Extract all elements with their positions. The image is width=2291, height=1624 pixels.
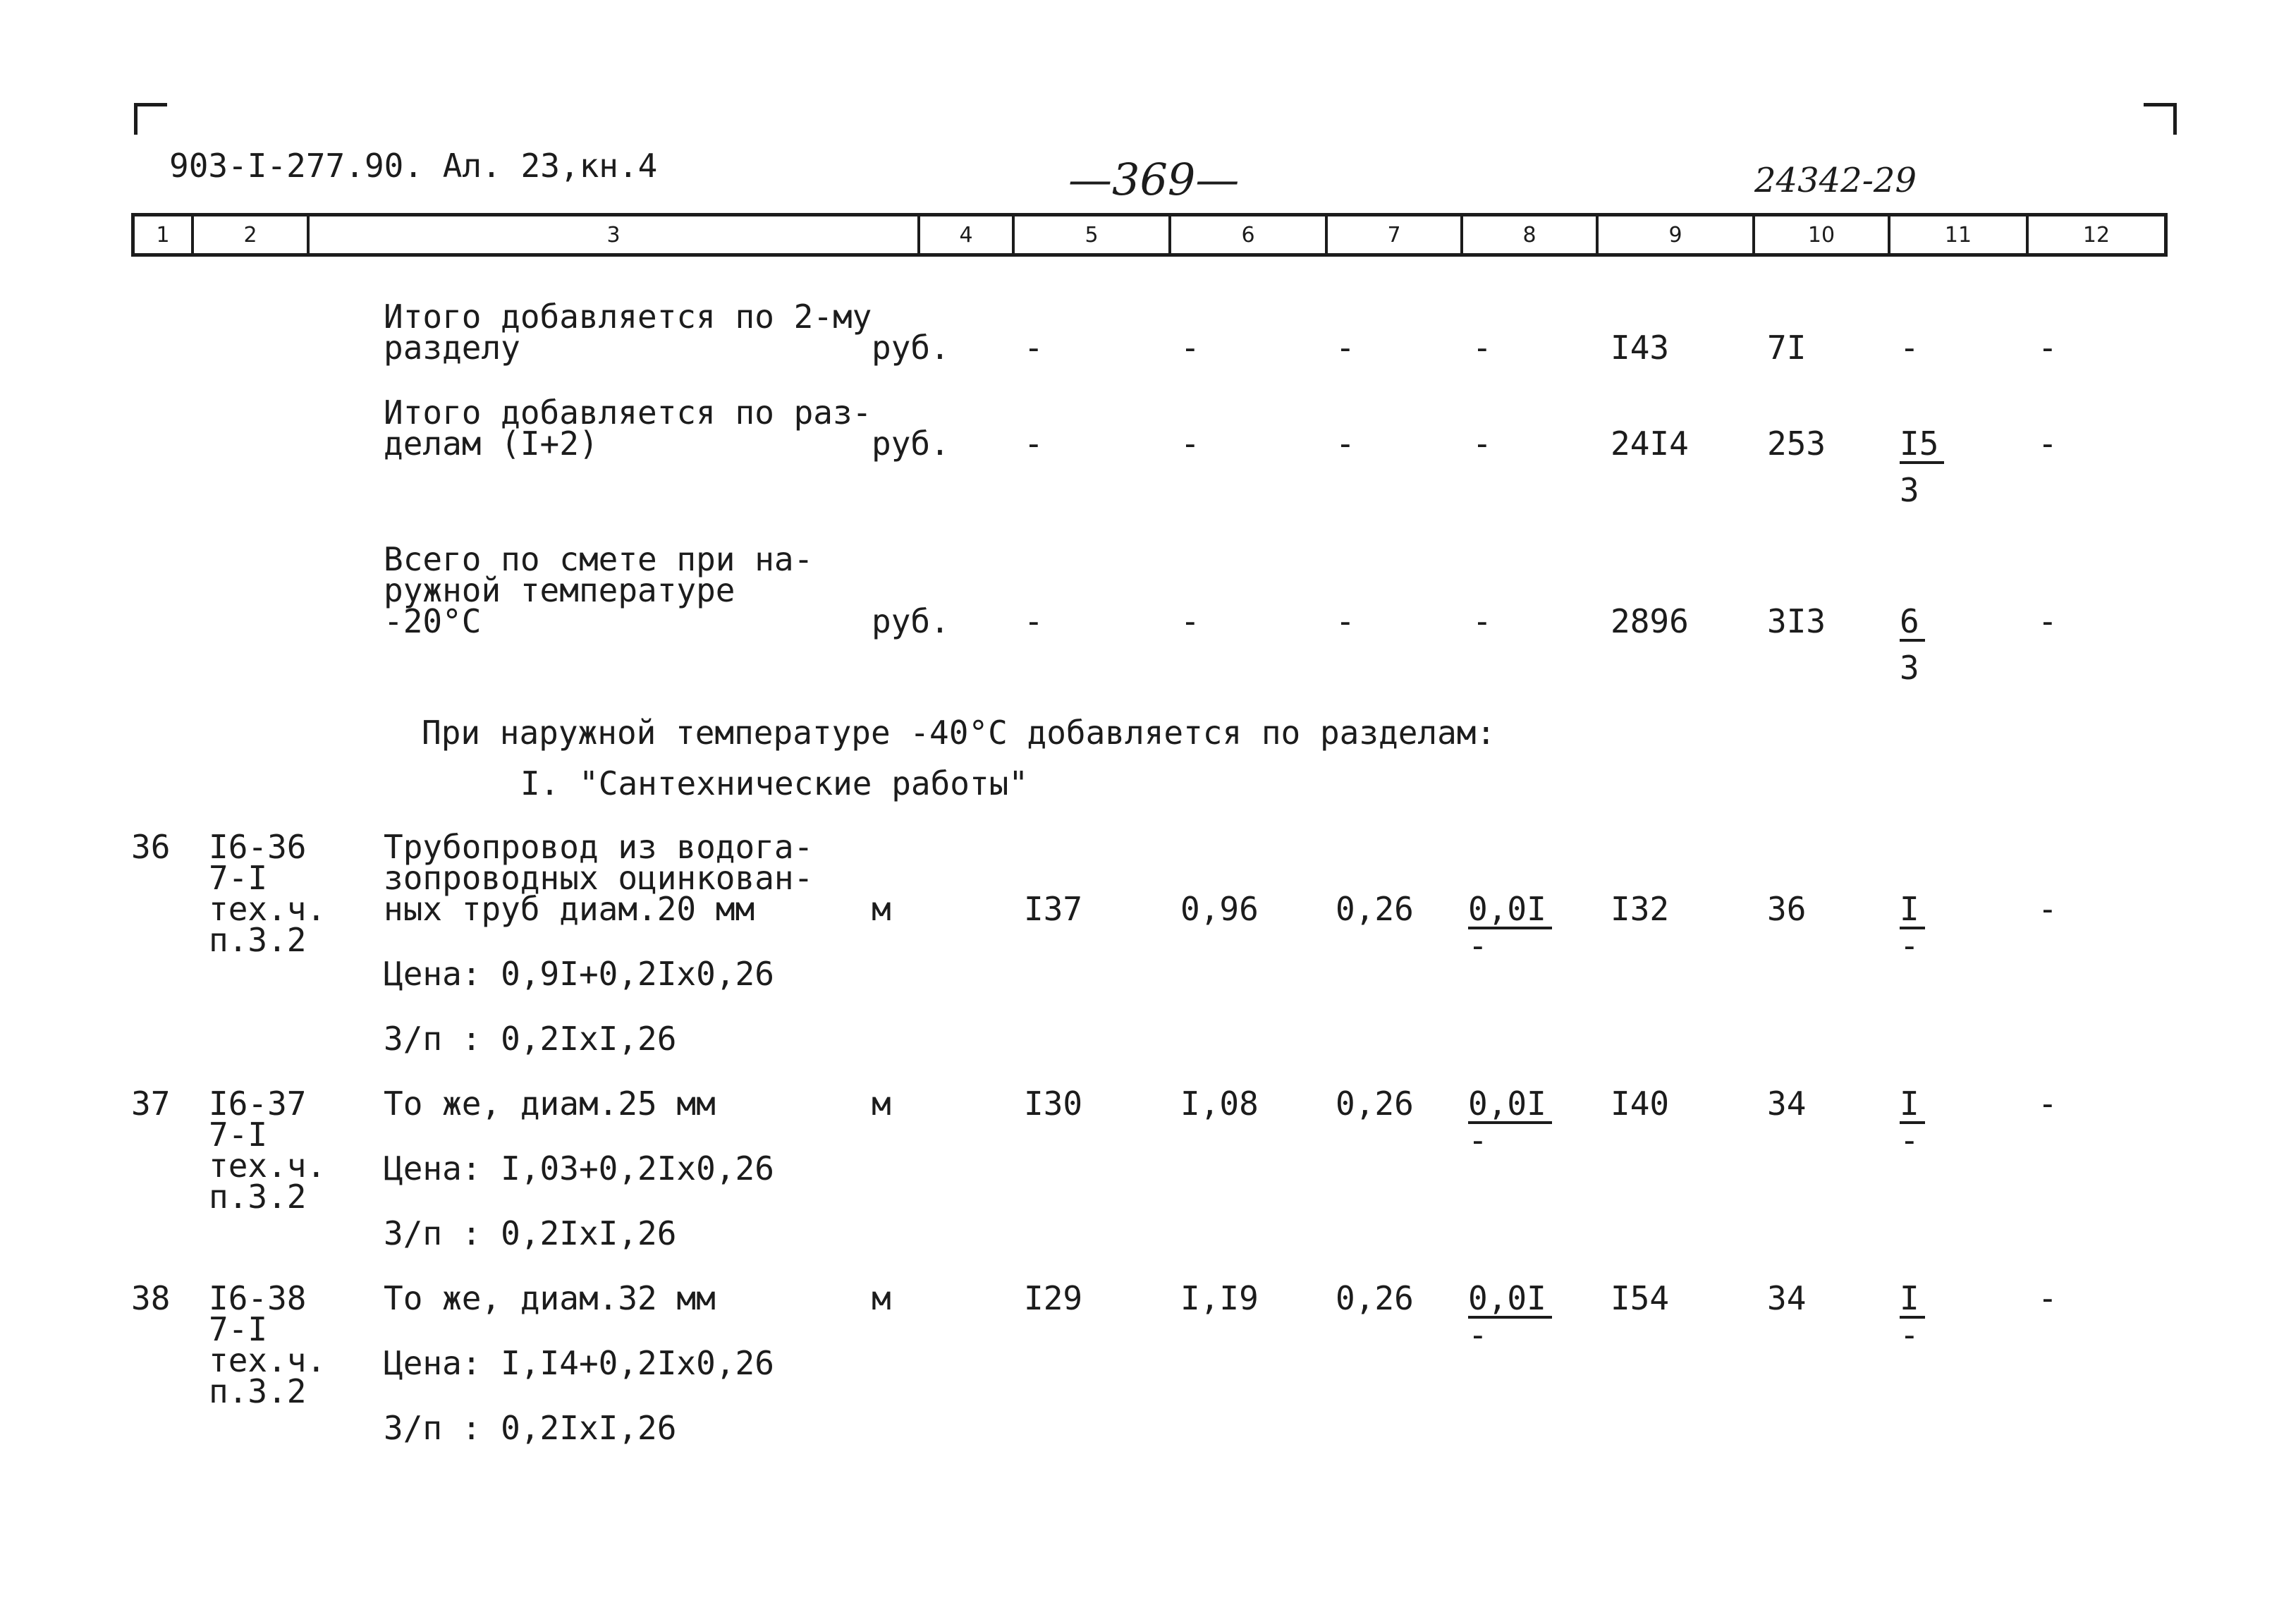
price-formula: Цена: I,I4+0,2Ix0,26	[384, 1344, 774, 1382]
fraction-denominator: -	[1468, 927, 1488, 965]
summary-label-line: -20°C	[384, 602, 482, 640]
wage-formula: З/п : 0,2IxI,26	[384, 1409, 677, 1447]
column-number: 9	[1599, 216, 1755, 253]
item-number: 38	[131, 1279, 171, 1317]
value-c12: -	[2038, 1279, 2058, 1317]
summary-label-line: Итого добавляется по 2-му	[384, 298, 872, 336]
value-c7: 0,26	[1336, 1279, 1414, 1317]
item-reference-line: тех.ч.	[209, 890, 326, 928]
column-number: 3	[310, 216, 920, 253]
unit: м	[872, 890, 891, 928]
value-c8: -	[1472, 329, 1492, 367]
item-number: 37	[131, 1085, 171, 1123]
crop-mark-top-right	[2144, 103, 2177, 135]
value-c12: -	[2038, 602, 2058, 640]
value-c7: -	[1336, 329, 1355, 367]
item-reference-line: 7-I	[209, 1116, 268, 1154]
column-number: 7	[1328, 216, 1463, 253]
value-c8-fraction	[1468, 1279, 1552, 1354]
value-c9: I54	[1611, 1279, 1670, 1317]
summary-label-line: Итого добавляется по раз-	[384, 393, 872, 432]
value-c8: -	[1472, 425, 1492, 463]
value-c11-fraction	[1900, 1085, 1925, 1159]
unit: м	[872, 1085, 891, 1123]
document-reference: 903-I-277.90. Ал. 23,кн.4	[169, 147, 658, 185]
value-c6: I,08	[1180, 1085, 1259, 1123]
value-c9: I43	[1611, 329, 1670, 367]
section-title: I. "Сантехнические работы"	[520, 764, 1029, 802]
item-reference-line: тех.ч.	[209, 1341, 326, 1379]
fraction-denominator: 3	[1900, 649, 1919, 687]
price-formula: Цена: I,03+0,2Ix0,26	[384, 1149, 774, 1188]
page-number: —369—	[1068, 154, 1240, 205]
fraction-numerator: I	[1900, 1087, 1925, 1124]
price-formula: Цена: 0,9I+0,2Ix0,26	[384, 955, 774, 993]
summary-label-line: Всего по смете при на-	[384, 540, 814, 578]
value-c8-fraction	[1468, 890, 1552, 965]
value-c6: 0,96	[1180, 890, 1259, 928]
column-number: 1	[135, 216, 194, 253]
crop-mark-top-left	[134, 103, 167, 135]
value-c6: -	[1180, 425, 1200, 463]
fraction-denominator: -	[1900, 927, 1919, 965]
value-c8-fraction	[1468, 1085, 1552, 1159]
column-number: 2	[194, 216, 310, 253]
value-c11-fraction	[1900, 1279, 1925, 1354]
value-c6: I,I9	[1180, 1279, 1259, 1317]
column-number: 6	[1171, 216, 1328, 253]
column-number: 5	[1015, 216, 1171, 253]
value-c10: 7I	[1767, 329, 1807, 367]
item-reference-line: 7-I	[209, 859, 268, 897]
item-reference-line: I6-37	[209, 1085, 307, 1123]
fraction-denominator: -	[1468, 1316, 1488, 1354]
value-c11-fraction	[1900, 890, 1925, 965]
item-description-line: ных труб диам.20 мм	[384, 890, 755, 928]
fraction-numerator: 6	[1900, 605, 1925, 642]
item-reference-line: п.3.2	[209, 921, 307, 959]
item-description-line: Трубопровод из водога-	[384, 828, 814, 866]
fraction-numerator: I	[1900, 893, 1925, 929]
item-reference-line: I6-38	[209, 1279, 307, 1317]
value-c9: 2896	[1611, 602, 1689, 640]
fraction-denominator: -	[1900, 1121, 1919, 1159]
value-c5: I29	[1024, 1279, 1083, 1317]
item-description-line: зопроводных оцинкован-	[384, 859, 814, 897]
value-c5: I37	[1024, 890, 1083, 928]
value-c11: -	[1900, 329, 1919, 367]
unit: руб.	[872, 329, 950, 367]
wage-formula: З/п : 0,2IxI,26	[384, 1020, 677, 1058]
fraction-denominator: -	[1468, 1121, 1488, 1159]
column-number: 8	[1463, 216, 1599, 253]
column-number: 4	[920, 216, 1015, 253]
summary-label-line: ружной температуре	[384, 571, 735, 609]
value-c5: -	[1024, 425, 1044, 463]
item-reference-line: I6-36	[209, 828, 307, 866]
value-c5: -	[1024, 329, 1044, 367]
value-c9: 24I4	[1611, 425, 1689, 463]
value-c10: 34	[1767, 1279, 1807, 1317]
item-description-line: То же, диам.25 мм	[384, 1085, 716, 1123]
document-code: 24342-29	[1754, 161, 1917, 200]
column-number: 11	[1890, 216, 2029, 253]
value-c11-fraction	[1900, 602, 1925, 687]
item-reference-line: тех.ч.	[209, 1147, 326, 1185]
column-header-bar	[131, 213, 2168, 257]
value-c10: 253	[1767, 425, 1826, 463]
summary-label-line: делам (I+2)	[384, 425, 599, 463]
item-reference-line: 7-I	[209, 1310, 268, 1348]
value-c6: -	[1180, 602, 1200, 640]
fraction-numerator: 0,0I	[1468, 1282, 1552, 1319]
value-c12: -	[2038, 890, 2058, 928]
item-description-line: То же, диам.32 мм	[384, 1279, 716, 1317]
value-c5: I30	[1024, 1085, 1083, 1123]
unit: м	[872, 1279, 891, 1317]
item-reference-line: п.3.2	[209, 1178, 307, 1216]
section-intro: При наружной температуре -40°C добавляется по разделам:	[422, 714, 1496, 752]
summary-label-line: разделу	[384, 329, 520, 367]
value-c7: -	[1336, 602, 1355, 640]
fraction-denominator: 3	[1900, 471, 1919, 509]
unit: руб.	[872, 602, 950, 640]
value-c7: -	[1336, 425, 1355, 463]
value-c11-fraction	[1900, 425, 1944, 509]
value-c12: -	[2038, 329, 2058, 367]
value-c5: -	[1024, 602, 1044, 640]
value-c7: 0,26	[1336, 1085, 1414, 1123]
wage-formula: З/п : 0,2IxI,26	[384, 1214, 677, 1252]
value-c12: -	[2038, 425, 2058, 463]
value-c9: I40	[1611, 1085, 1670, 1123]
value-c12: -	[2038, 1085, 2058, 1123]
fraction-numerator: 0,0I	[1468, 893, 1552, 929]
column-number: 10	[1755, 216, 1890, 253]
column-number: 12	[2082, 222, 2110, 248]
fraction-numerator: 0,0I	[1468, 1087, 1552, 1124]
fraction-denominator: -	[1900, 1316, 1919, 1354]
item-number: 36	[131, 828, 171, 866]
value-c9: I32	[1611, 890, 1670, 928]
value-c10: 36	[1767, 890, 1807, 928]
item-reference-line: п.3.2	[209, 1372, 307, 1410]
unit: руб.	[872, 425, 950, 463]
value-c10: 3I3	[1767, 602, 1826, 640]
fraction-numerator: I	[1900, 1282, 1925, 1319]
value-c8: -	[1472, 602, 1492, 640]
value-c7: 0,26	[1336, 890, 1414, 928]
value-c10: 34	[1767, 1085, 1807, 1123]
value-c6: -	[1180, 329, 1200, 367]
fraction-numerator: I5	[1900, 427, 1944, 464]
